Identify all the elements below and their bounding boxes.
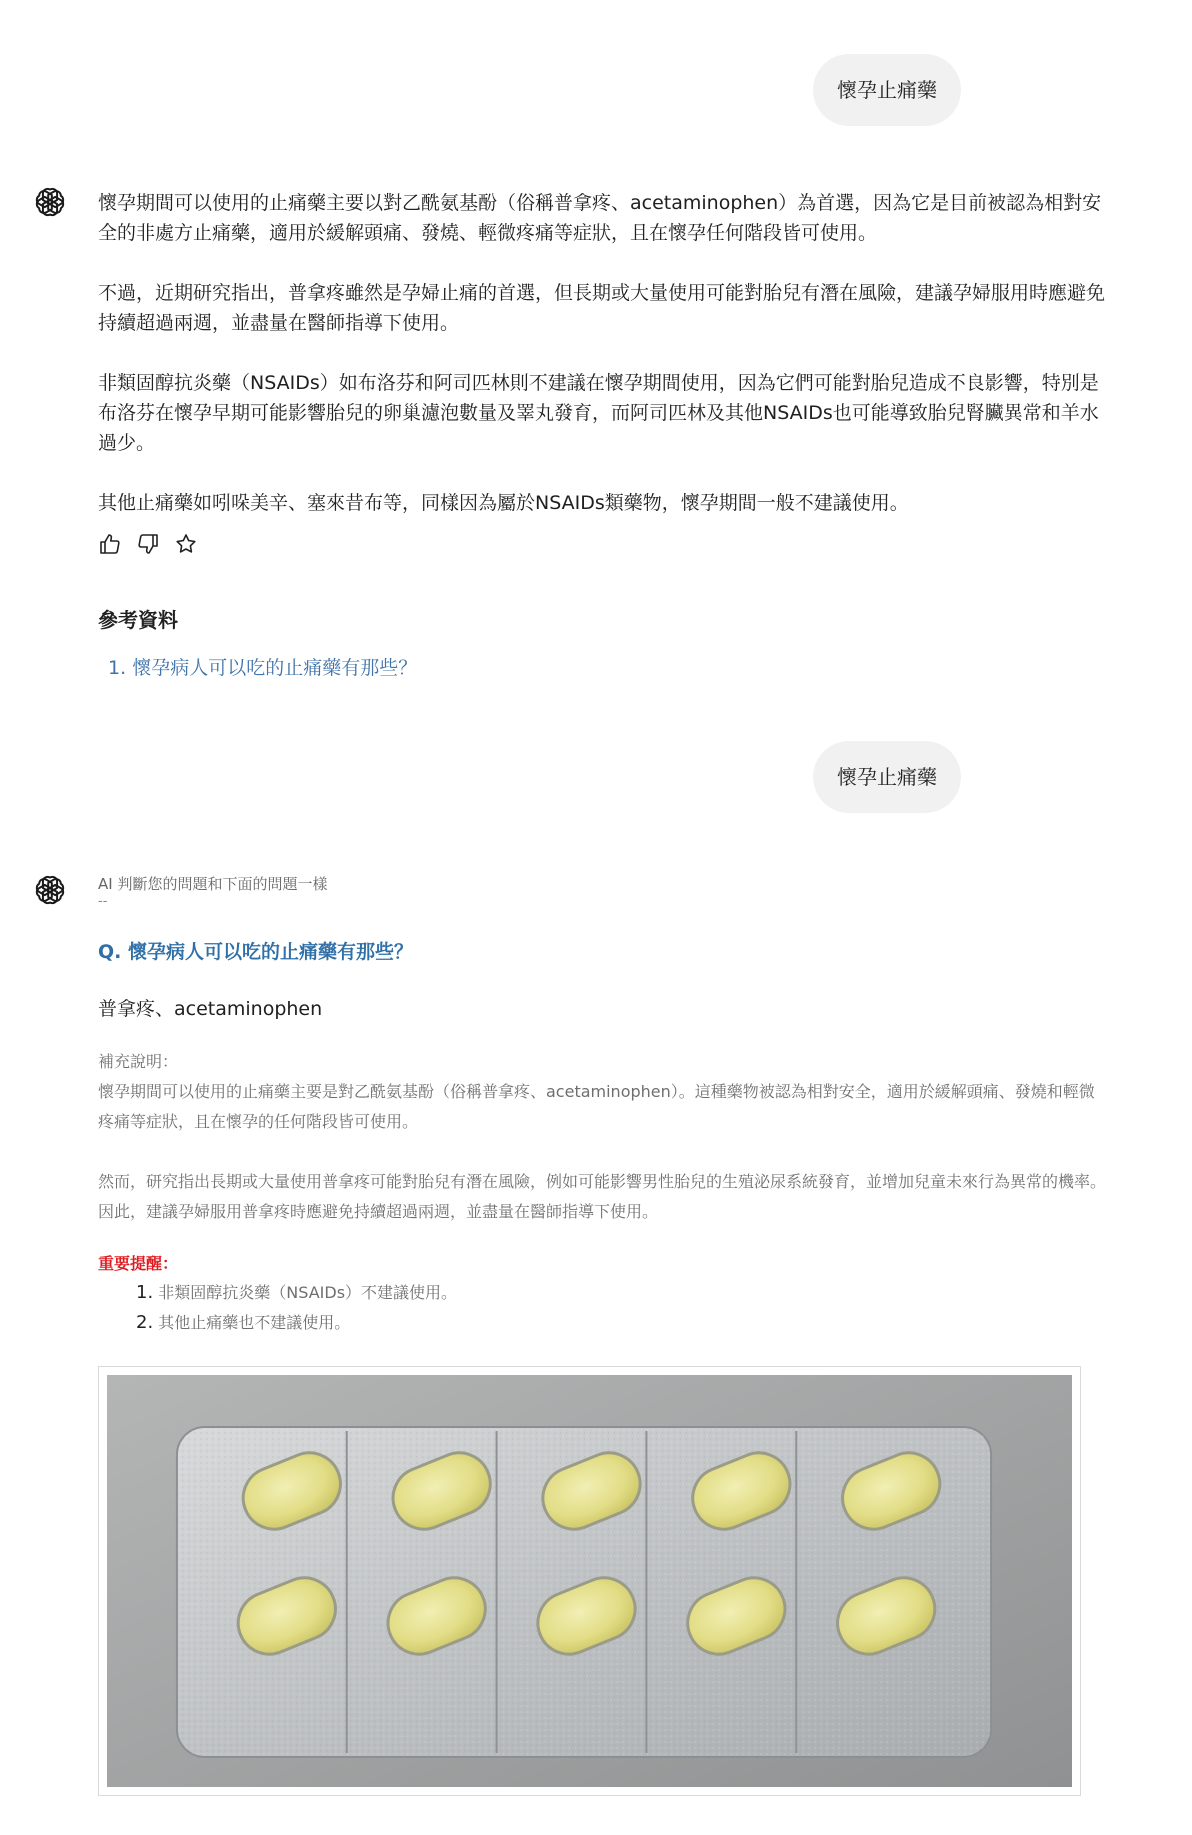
- answer-paragraph: 其他止痛藥如吲哚美辛、塞來昔布等，同樣因為屬於NSAIDs類藥物，懷孕期間一般不建議使用。: [98, 492, 909, 514]
- reference-number: 1.: [108, 657, 127, 679]
- reference-link[interactable]: [108, 653, 1108, 680]
- openai-logo-icon: [33, 185, 67, 219]
- assistant-answer-2: [98, 873, 1108, 1796]
- important-item: [136, 1308, 1108, 1338]
- important-item-text: 非類固醇抗炎藥（NSAIDs）不建議使用。: [158, 1283, 458, 1302]
- reference-text: 懷孕病人可以吃的止痛藥有那些？: [132, 657, 418, 679]
- blister-pack-photo: [107, 1375, 1072, 1787]
- user-message-bubble: [813, 741, 961, 813]
- thumbs-up-icon[interactable]: [98, 532, 122, 556]
- important-list: [98, 1278, 1108, 1338]
- openai-logo-icon: [33, 873, 67, 907]
- supplement-label: 補充說明：: [98, 1052, 179, 1071]
- references-title: 參考資料: [98, 608, 178, 632]
- thumbs-down-icon[interactable]: [136, 532, 160, 556]
- important-item-number: 1.: [136, 1282, 154, 1303]
- match-note: AI 判斷您的問題和下面的問題一樣: [98, 875, 328, 893]
- matched-question: Q. 懷孕病人可以吃的止痛藥有那些？: [98, 941, 413, 963]
- important-label: 重要提醒：: [98, 1254, 179, 1273]
- user-message-text: 懷孕止痛藥: [837, 78, 937, 102]
- star-icon[interactable]: [174, 532, 198, 556]
- feedback-bar: [98, 532, 1108, 556]
- supplement-paragraph: 懷孕期間可以使用的止痛藥主要是對乙酰氨基酚（俗稱普拿疼、acetaminophen）。這種藥物被認為相對安全，適用於緩解頭痛、發燒和輕微疼痛等症狀，且在懷孕的任何階段皆可使用。: [98, 1082, 1095, 1131]
- medication-image-frame: [98, 1366, 1081, 1796]
- answer-paragraph: 非類固醇抗炎藥（NSAIDs）如布洛芬和阿司匹林則不建議在懷孕期間使用，因為它們可能對胎兒造成不良影響，特別是布洛芬在懷孕早期可能影響胎兒的卵巢濾泡數量及睪丸發育，而阿司匹林及其他NSAIDs也可能導致胎兒腎臟異常和羊水過少。: [98, 372, 1099, 454]
- short-answer: 普拿疼、acetaminophen: [98, 998, 323, 1020]
- important-item: [136, 1278, 1108, 1308]
- answer-paragraph: 不過，近期研究指出，普拿疼雖然是孕婦止痛的首選，但長期或大量使用可能對胎兒有潛在風險，建議孕婦服用時應避免持續超過兩週，並盡量在醫師指導下使用。: [98, 282, 1106, 334]
- supplement-paragraph: 然而，研究指出長期或大量使用普拿疼可能對胎兒有潛在風險，例如可能影響男性胎兒的生殖泌尿系統發育，並增加兒童未來行為異常的機率。因此，建議孕婦服用普拿疼時應避免持續超過兩週，並盡量在醫師指導下使用。: [98, 1172, 1107, 1221]
- supplement: [98, 1047, 1108, 1227]
- references-list: [98, 653, 1108, 680]
- user-message-text: 懷孕止痛藥: [837, 765, 937, 789]
- answer-paragraph: 懷孕期間可以使用的止痛藥主要以對乙酰氨基酚（俗稱普拿疼、acetaminophen）為首選，因為它是目前被認為相對安全的非處方止痛藥，適用於緩解頭痛、發燒、輕微疼痛等症狀，且在懷孕任何階段皆可使用。: [98, 192, 1102, 244]
- answer-body: [98, 188, 1108, 518]
- separator: --: [98, 894, 108, 909]
- important-item-number: 2.: [136, 1312, 154, 1333]
- important-item-text: 其他止痛藥也不建議使用。: [158, 1313, 351, 1332]
- user-message-bubble: [813, 54, 961, 126]
- assistant-answer-1: [98, 188, 1108, 680]
